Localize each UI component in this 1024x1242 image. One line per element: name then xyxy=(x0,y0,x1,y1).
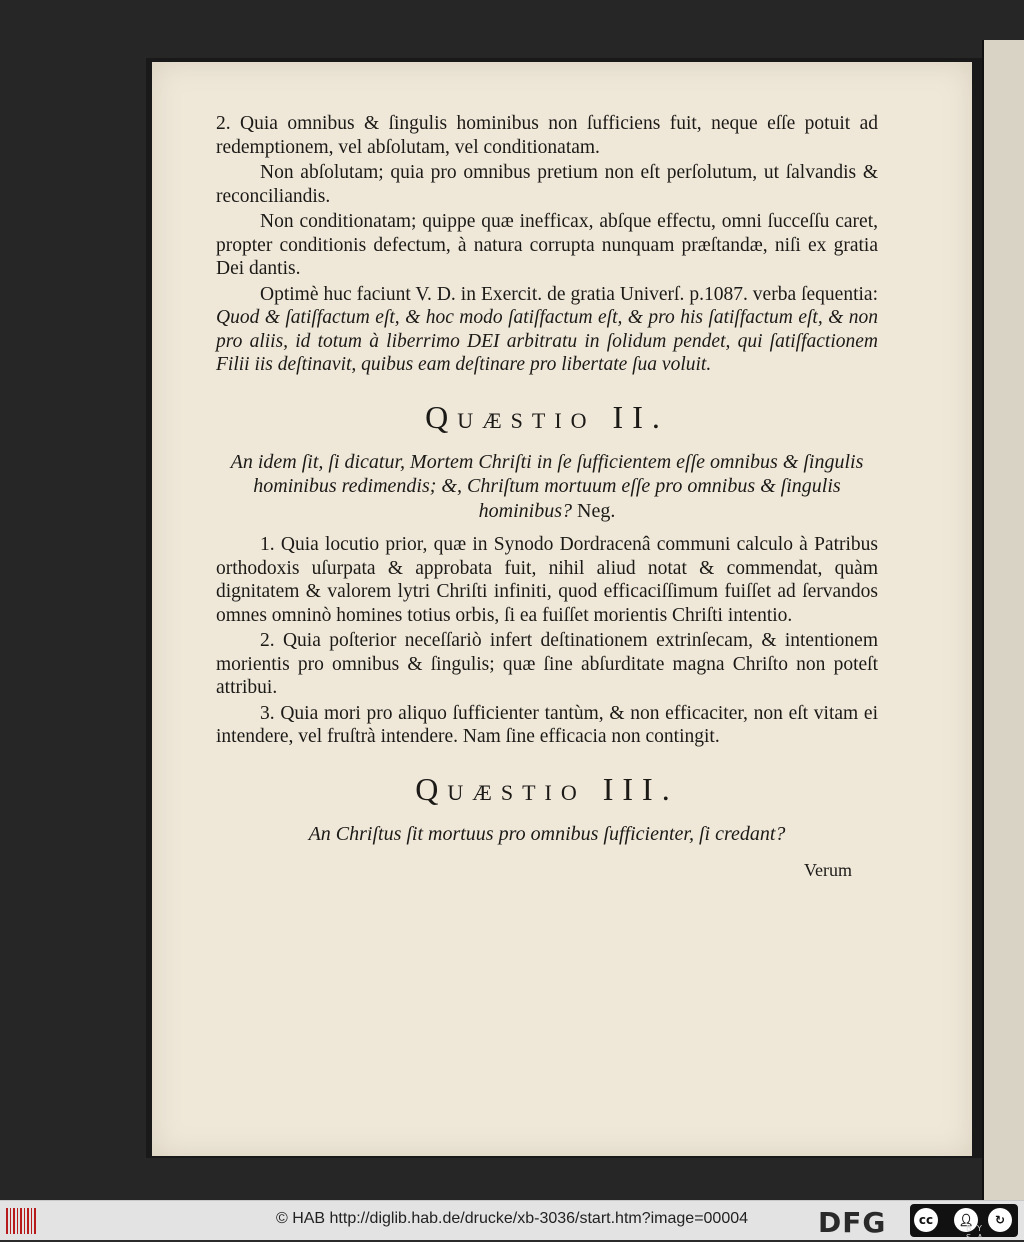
heading-quaestio-2: Quæstio II. xyxy=(425,398,669,435)
dfg-logo: DFG xyxy=(818,1206,887,1239)
paragraph-non-conditionatam: Non conditionatam; quippe quæ inefficax, abſque effectu, omni ſucceſſu caret, propter conditionis defectum, à natura corrupta nunquam præſtandæ, niſi ex gratia Dei dantis. xyxy=(216,211,878,279)
question-2-answer: Neg. xyxy=(577,499,616,522)
q2-point-2: 2. Quia poſterior neceſſariò infert deſtinationem extrinſecam, & intentionem morientis pro omnibus & ſingulis; quæ ſine abſurditate magna Chriſto non poteſt attribui. xyxy=(216,630,878,698)
adjacent-page-edge xyxy=(982,40,1024,1200)
catchword: Verum xyxy=(804,860,852,880)
page-text xyxy=(216,112,878,881)
q2-point-1: 1. Quia locutio prior, quæ in Synodo Dordracenâ communi calculo à Patribus orthodoxis uſurpata & approbata fuit, nihil aliud notat & commendat, quàm dignitatem & valorem lytri Chriſti infiniti, quod efficaciſſimum fuiſſet ad ſervandos omnes omninò homines totius orbis, ſi ea fuiſſet morientis Chriſti intentio. xyxy=(216,534,878,626)
paragraph-optime xyxy=(216,283,878,377)
sa-icon: ↻ xyxy=(988,1208,1012,1232)
license-labels: BY SA xyxy=(966,1224,989,1242)
cc-icon: cc xyxy=(914,1208,938,1232)
paragraph-non-absolutam: Non abſolutam; quia pro omnibus pretium non eſt perſolutum, ut ſalvandis & reconciliandis. xyxy=(216,162,878,207)
by-icon: 👤︎ xyxy=(954,1208,978,1232)
cc-license-badge[interactable] xyxy=(910,1204,1018,1242)
q2-point-3: 3. Quia mori pro aliquo ſufficienter tantùm, & non efficaciter, non eſt vitam ei intendere, vel fruſtrà intendere. Nam ſine efficacia non contingit. xyxy=(216,702,878,747)
question-3: An Chriſtus ſit mortuus pro omnibus ſufficienter, ſi credant? xyxy=(308,822,786,845)
optime-quote: Quod & ſatiſfactum eſt, & hoc modo ſatiſfactum eſt, & pro his ſatiſfactum eſt, & non pro aliis, id totum à liberrimo DEI arbitratu in ſolidum pendet, qui ſatiſfactionem Filii iis deſtinavit, quibus eam deſtinare pro libertate ſua voluit. xyxy=(216,307,878,375)
optime-lead: Optimè huc faciunt V. D. in Exercit. de gratia Univerſ. p.1087. verba ſequentia: xyxy=(260,283,878,305)
viewer-footer xyxy=(0,1200,1024,1240)
question-2 xyxy=(216,450,878,524)
heading-quaestio-3: Quæstio III. xyxy=(415,770,679,807)
paragraph-2: 2. Quia omnibus & ſingulis hominibus non ſufficiens fuit, neque eſſe potuit ad redemptionem, vel abſolutam, vel conditionatam. xyxy=(216,113,878,158)
question-2-text: An idem ſit, ſi dicatur, Mortem Chriſti in ſe ſufficientem eſſe omnibus & ſingulis hominibus redimendis; &, Chriſtum mortuum eſſe pro omnibus & ſingulis hominibus? xyxy=(230,450,864,522)
copyright-link[interactable]: © HAB http://diglib.hab.de/drucke/xb-3036/start.htm?image=00004 xyxy=(275,1210,749,1227)
